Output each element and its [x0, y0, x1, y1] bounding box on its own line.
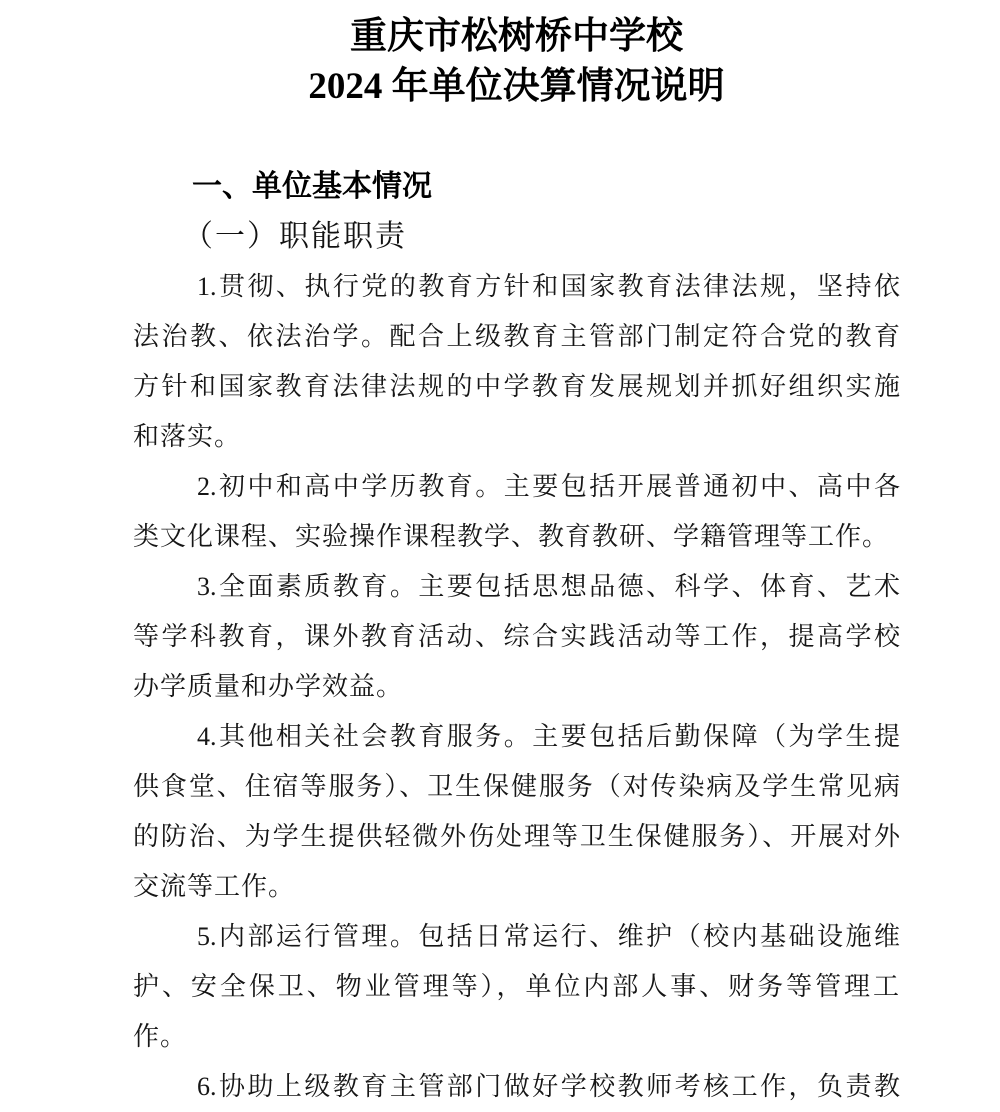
- paragraph-line: 6.协助上级教育主管部门做好学校教师考核工作，负责教: [197, 1072, 900, 1101]
- subsection-heading: （一）职能职责: [183, 220, 407, 253]
- document-title: [133, 0, 900, 112]
- body-paragraph: [133, 1062, 900, 1112]
- paragraph-line: 法治教、依法治学。配合上级教育主管部门制定符合党的教育: [133, 322, 900, 351]
- paragraph-line: 1.贯彻、执行党的教育方针和国家教育法律法规，坚持依: [197, 272, 900, 301]
- paragraph-line: 3.全面素质教育。主要包括思想品德、科学、体育、艺术: [197, 572, 900, 601]
- paragraph-line: 2.初中和高中学历教育。主要包括开展普通初中、高中各: [197, 472, 900, 501]
- document-title-line-2: 2024 年单位决算情况说明: [308, 66, 725, 107]
- body-paragraph: [133, 462, 900, 562]
- paragraph-line: 5.内部运行管理。包括日常运行、维护（校内基础设施维: [197, 922, 900, 951]
- paragraph-line: 的防治、为学生提供轻微外伤处理等卫生保健服务）、开展对外: [133, 822, 900, 851]
- document-body: [133, 162, 900, 1112]
- paragraph-line: 类文化课程、实验操作课程教学、教育教研、学籍管理等工作。: [133, 522, 890, 551]
- body-paragraph: [133, 262, 900, 462]
- section-heading: 一、单位基本情况: [192, 170, 432, 203]
- paragraph-line: 方针和国家教育法律法规的中学教育发展规划并抓好组织实施: [133, 372, 900, 401]
- body-paragraph: [133, 562, 900, 712]
- paragraph-line: 交流等工作。: [133, 872, 296, 901]
- paragraph-line: 护、安全保卫、物业管理等），单位内部人事、财务等管理工作。: [133, 972, 900, 1051]
- paragraph-line: 供食堂、住宿等服务）、卫生保健服务（对传染病及学生常见病: [133, 772, 900, 801]
- paragraph-line: 4.其他相关社会教育服务。主要包括后勤保障（为学生提: [197, 722, 900, 751]
- body-paragraph: [133, 912, 900, 1062]
- paragraph-line: 等学科教育，课外教育活动、综合实践活动等工作，提高学校: [133, 622, 900, 651]
- paragraph-line: 和落实。: [133, 422, 242, 451]
- paragraph-line: 办学质量和办学效益。: [133, 672, 404, 701]
- body-paragraph: [133, 712, 900, 912]
- document-title-line-1: 重庆市松树桥中学校: [350, 16, 683, 57]
